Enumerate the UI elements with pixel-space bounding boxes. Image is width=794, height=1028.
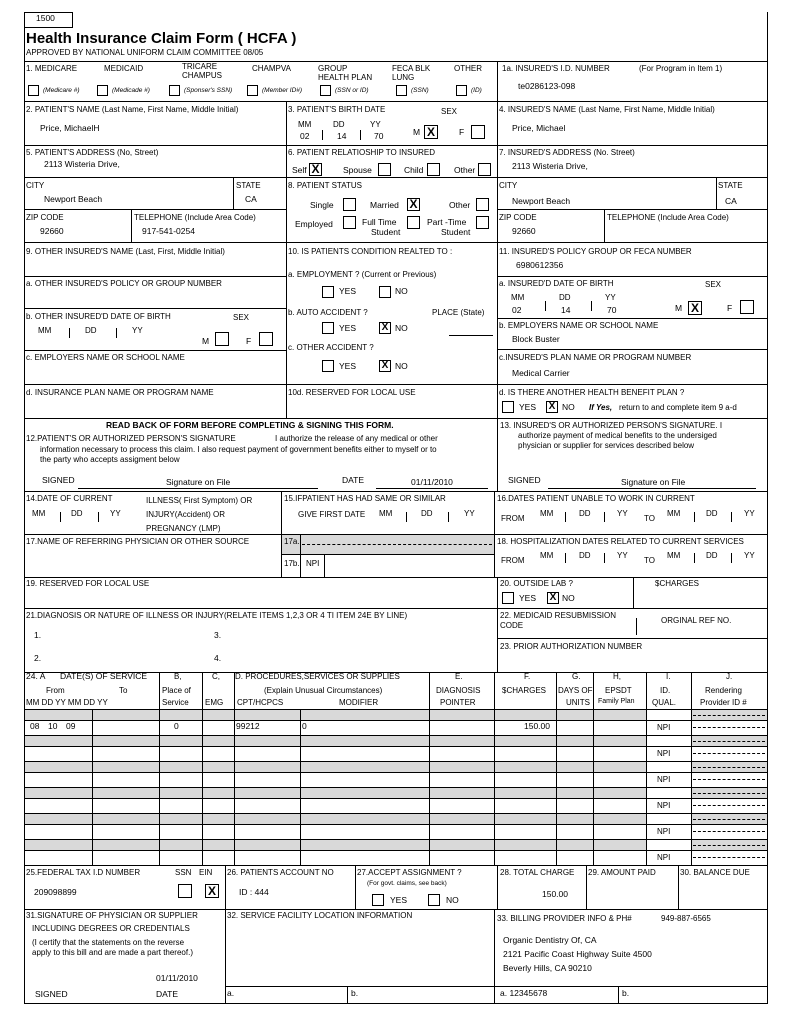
auto-yes-label: YES — [339, 323, 357, 333]
col-modifier-label: MODIFIER — [339, 698, 379, 707]
birth-yy-value[interactable]: 70 — [374, 131, 384, 141]
birth-dd-value[interactable]: 14 — [337, 131, 347, 141]
physician-signature-label: 31.SIGNATURE OF PHYSICIAN OR SUPPLIER — [26, 911, 198, 920]
diagnosis-1-label: 1. — [34, 630, 42, 640]
patient-account-value[interactable]: ID : 444 — [239, 887, 269, 897]
employment-label: a. EMPLOYMENT ? (Current or Previous) — [288, 270, 437, 279]
medicare-label: 1. MEDICARE — [26, 64, 78, 73]
reserved-local-label: 10d. RESERVED FOR LOCAL USE — [288, 388, 416, 397]
col-id-label: ID. — [660, 686, 671, 695]
full-time-student-label: Student — [371, 227, 401, 237]
champva-label: CHAMPVA — [252, 64, 291, 73]
single-checkbox[interactable] — [343, 198, 356, 211]
insured-dob-dd-label: DD — [559, 293, 571, 302]
part-time-student-label: Student — [441, 227, 471, 237]
col-d-explain-label: (Explain Unusual Circumstances) — [264, 686, 383, 695]
pregnancy-label: PREGNANCY (LMP) — [146, 524, 221, 533]
current-yy-label: YY — [110, 509, 121, 518]
insured-signed-label: SIGNED — [508, 475, 541, 485]
patient-date-label: DATE — [342, 475, 365, 485]
billing-address-value[interactable]: 2121 Pacific Coast Highway Suite 4500 — [503, 949, 652, 959]
another-plan-label: d. IS THERE ANOTHER HEALTH BENEFIT PLAN ? — [499, 388, 685, 397]
champus-label: CHAMPUS — [182, 71, 223, 80]
patient-signed-label: SIGNED — [42, 475, 75, 485]
patient-tel-label: TELEPHONE (Include Area Code) — [134, 213, 256, 222]
facility-a-label: a. — [227, 988, 235, 998]
insured-state-label: STATE — [718, 181, 743, 190]
group-checkbox[interactable] — [320, 85, 331, 96]
insured-id-label: 1a. INSURED'S I.D. NUMBER — [502, 64, 610, 73]
health-plan-label: HEALTH PLAN — [318, 73, 373, 82]
patient-address-label: 5. PATIENT'S ADDRESS (No, Street) — [26, 148, 159, 157]
insured-zip-label: ZIP CODE — [499, 213, 537, 222]
patient-signature-text2: information necessary to process this claim. I also request payment of government benefits either to myself or to — [40, 445, 437, 454]
relationship-label: 6. PATIENT RELATIOSHIP TO INSURED — [288, 148, 435, 157]
other-accident-no-label: NO — [395, 361, 408, 371]
other-female-checkbox[interactable] — [259, 332, 273, 346]
hosp-to-label: TO — [644, 556, 655, 565]
self-label: Self — [292, 165, 307, 175]
hosp-from-yy-label: YY — [617, 551, 628, 560]
insured-signature-text1: authorize payment of medical benefits to the undersiged — [518, 431, 717, 440]
another-plan-no-checkbox[interactable]: X — [546, 401, 558, 413]
insured-employer-label: b. EMPLOYERS NAME OR SCHOOL NAME — [499, 321, 659, 330]
auto-accident-label: b. AUTO ACCIDENT ? — [288, 308, 368, 317]
diagnosis-label: 21.DIAGNOSIS OR NATURE OF ILLNESS OR INJURY(RELATE ITEMS 1,2,3 OR 4 TI ITEM 24E BY LINE) — [26, 611, 408, 620]
col-days-label: DAYS OF — [558, 686, 593, 695]
resubmission-code-label: CODE — [500, 621, 524, 630]
outside-lab-label: 20. OUTSIDE LAB ? — [500, 579, 573, 588]
sponsor-hint: (Sponser's SSN) — [184, 87, 233, 94]
service-line-npi-label: NPI — [657, 775, 671, 784]
col-c-label: C, — [212, 672, 220, 681]
unable-work-label: 16.DATES PATIENT UNABLE TO WORK IN CURRENT — [497, 494, 695, 503]
insured-m-label: M — [675, 303, 683, 313]
total-charge-value[interactable]: 150.00 — [542, 889, 568, 899]
birth-sex-label: SEX — [441, 107, 458, 116]
employment-yes-label: YES — [339, 286, 357, 296]
patient-name-value[interactable]: Price, MichaelH — [40, 123, 100, 133]
insured-employer-value[interactable]: Block Buster — [512, 334, 560, 344]
other-accident-no-checkbox[interactable]: X — [379, 360, 391, 372]
insured-sex-label: SEX — [705, 280, 722, 289]
birth-male-checkbox[interactable]: X — [424, 125, 438, 139]
row1-from-dd[interactable]: 10 — [48, 721, 58, 731]
hosp-to-yy-label: YY — [744, 551, 755, 560]
group-label: GROUP — [318, 64, 348, 73]
employed-checkbox[interactable] — [343, 216, 356, 229]
row1-from-yy[interactable]: 09 — [66, 721, 76, 731]
insured-signature-value[interactable]: Signature on File — [621, 477, 686, 487]
married-label: Married — [370, 200, 399, 210]
col-f-label: F. — [524, 672, 531, 681]
other-rel-checkbox[interactable] — [478, 163, 491, 176]
insured-dob-label: a. INSURED'D DATE OF BIRTH — [499, 279, 614, 288]
unable-to-dd-label: DD — [706, 509, 718, 518]
medicaid-checkbox[interactable] — [97, 85, 108, 96]
service-facility-label: 32. SERVICE FACILITY LOCATION INFORMATION — [227, 911, 413, 920]
accept-yes-checkbox[interactable] — [372, 894, 384, 906]
insured-plan-value[interactable]: Medical Carrier — [512, 368, 570, 378]
part-time-label: Part -Time — [427, 217, 467, 227]
patient-account-label: 26. PATIENTS ACCOUNT NO — [227, 868, 334, 877]
tax-id-value[interactable]: 209098899 — [34, 887, 77, 897]
other-rel-label: Other — [454, 165, 476, 175]
insured-address-value[interactable]: 2113 Wisteria Drive, — [512, 161, 588, 171]
same-mm-label: MM — [379, 509, 393, 518]
unable-from-mm-label: MM — [540, 509, 554, 518]
medicare-checkbox[interactable] — [28, 85, 39, 96]
insured-dob-mm-label: MM — [511, 293, 525, 302]
physician-certify-text2: apply to this bill and are made a part thereof.) — [32, 948, 193, 957]
physician-certify-text1: (I certify that the statements on the reverse — [32, 938, 185, 947]
outside-lab-yes-label: YES — [519, 593, 537, 603]
condition-related-label: 10. IS PATIENTS CONDITION REALTED TO : — [288, 247, 453, 256]
feca-label: FECA BLK — [392, 64, 431, 73]
illness-label: ILLNESS( First Symptom) OR — [146, 496, 253, 505]
insured-zip-value[interactable]: 92660 — [512, 226, 536, 236]
col-family-plan-label: Family Plan — [598, 698, 635, 705]
insured-name-value[interactable]: Price, Michael — [512, 123, 566, 133]
patient-name-label: 2. PATIENT'S NAME (Last Name, First Name, Middle Initial) — [26, 105, 239, 114]
birth-mm-label: MM — [298, 120, 312, 129]
injury-label: INJURY(Accident) OR — [146, 510, 225, 519]
balance-due-label: 30. BALANCE DUE — [680, 868, 750, 877]
insured-address-label: 7. INSURED'S ADDRESS (No. Street) — [499, 148, 635, 157]
service-line-npi-label: NPI — [657, 801, 671, 810]
medicaid-label: MEDICAID — [104, 64, 144, 73]
physician-credentials-label: INCLUDING DEGREES OR CREDENTIALS — [32, 924, 190, 933]
insured-dob-yy-label: YY — [605, 293, 616, 302]
row1-charges[interactable]: 150.00 — [524, 721, 550, 731]
billing-a-value[interactable]: a. 12345678 — [500, 988, 548, 998]
diagnosis-4-label: 4. — [214, 653, 222, 663]
diagnosis-2-label: 2. — [34, 653, 42, 663]
ref-17a-label: 17a. — [284, 537, 300, 546]
auto-yes-checkbox[interactable] — [322, 322, 334, 334]
col-b-label: B, — [174, 672, 182, 681]
col-j-label: J. — [726, 672, 733, 681]
tricare-label: TRICARE — [182, 62, 218, 71]
billing-name-value[interactable]: Organic Dentistry Of, CA — [503, 935, 597, 945]
policy-group-value[interactable]: 6980612356 — [516, 260, 564, 270]
married-checkbox[interactable]: X — [407, 198, 420, 211]
lung-label: LUNG — [392, 73, 415, 82]
child-label: Child — [404, 165, 424, 175]
other-dob-yy-label: YY — [132, 326, 143, 335]
auto-no-label: NO — [395, 323, 408, 333]
current-dd-label: DD — [71, 509, 83, 518]
col-epsdt-label: EPSDT — [605, 686, 632, 695]
feca-checkbox[interactable] — [396, 85, 407, 96]
col-b-service-label: Service — [162, 698, 189, 707]
insured-plan-label: c.INSURED'S PLAN NAME OR PROGRAM NUMBER — [499, 353, 692, 362]
accept-no-label: NO — [446, 895, 459, 905]
single-label: Single — [310, 200, 334, 210]
patient-zip-value[interactable]: 92660 — [40, 226, 64, 236]
tax-ssn-label: SSN — [175, 868, 192, 877]
approved-text: APPROVED BY NATIONAL UNIFORM CLAIM COMMITTEE 08/05 — [26, 48, 264, 57]
claim-form — [24, 12, 768, 1004]
other-insured-name-label: 9. OTHER INSURED'S NAME (Last, First, Middle Initial) — [26, 247, 225, 256]
other-status-label: Other — [449, 200, 471, 210]
billing-b-label: b. — [622, 988, 630, 998]
insured-id-value[interactable]: te0286123-098 — [518, 81, 576, 91]
accept-assignment-label: 27.ACCEPT ASSIGNMENT ? — [357, 868, 462, 877]
hospitalization-label: 18. HOSPITALIZATION DATES RELATED TO CURRENT SERVICES — [497, 537, 744, 546]
hosp-from-label: FROM — [501, 556, 525, 565]
policy-group-label: 11. INSURED'S POLICY GROUP OR FECA NUMBER — [499, 247, 692, 256]
another-plan-yes-label: YES — [519, 402, 537, 412]
col-d-label: D. PROCEDURES,SERVICES OR SUPPLIES — [235, 672, 400, 681]
employment-yes-checkbox[interactable] — [322, 286, 334, 298]
employed-label: Employed — [295, 219, 333, 229]
outside-lab-charges-label: $CHARGES — [655, 579, 700, 588]
ref-npi-label: NPI — [306, 559, 320, 568]
insurance-plan-label: d. INSURANCE PLAN NAME OR PROGRAM NAME — [26, 388, 214, 397]
other-dob-dd-label: DD — [85, 326, 97, 335]
birth-date-label: 3. PATIENT'S BIRTH DATE — [288, 105, 386, 114]
tax-ein-checkbox[interactable]: X — [205, 884, 219, 898]
self-checkbox[interactable]: X — [309, 163, 322, 176]
outside-lab-no-label: NO — [562, 593, 575, 603]
other-checkbox[interactable] — [456, 85, 467, 96]
other-accident-yes-checkbox[interactable] — [322, 360, 334, 372]
patient-signature-text1: I authorize the release of any medical or other — [275, 434, 438, 443]
patient-state-value[interactable]: CA — [245, 194, 257, 204]
unable-to-yy-label: YY — [744, 509, 755, 518]
prior-auth-label: 23. PRIOR AUTHORIZATION NUMBER — [500, 642, 643, 651]
hosp-from-dd-label: DD — [579, 551, 591, 560]
another-plan-yes-checkbox[interactable] — [502, 401, 514, 413]
patient-signature-value[interactable]: Signature on File — [166, 477, 231, 487]
medicaid-resubmission-label: 22. MEDICAID RESUBMISSION — [500, 611, 617, 620]
insured-f-label: F — [727, 303, 733, 313]
other-label: OTHER — [454, 64, 482, 73]
current-mm-label: MM — [32, 509, 46, 518]
unable-to-mm-label: MM — [667, 509, 681, 518]
col-provider-id-label: Provider ID # — [700, 698, 747, 707]
patient-address-value[interactable]: 2113 Wisteria Drive, — [44, 159, 120, 169]
same-illness-label: 15.IFPATIENT HAS HAD SAME OR SIMILAR — [284, 494, 446, 503]
medicaid-hint: (Medicade #) — [112, 87, 150, 94]
referring-physician-label: 17.NAME OF REFERRING PHYSICIAN OR OTHER SOURCE — [26, 537, 250, 546]
other-employer-label: c. EMPLOYERS NAME OR SCHOOL NAME — [26, 353, 185, 362]
insured-male-checkbox[interactable]: X — [688, 301, 702, 315]
col-e-label: E. — [455, 672, 463, 681]
other-accident-label: c. OTHER ACCIDENT ? — [288, 343, 374, 352]
service-line-npi-label: NPI — [657, 827, 671, 836]
insured-signature-label: 13. INSURED'S OR AUTHORIZED PERSON'S SIGNATURE. I — [500, 421, 723, 430]
physician-date-label: DATE — [156, 989, 179, 999]
form-number: 1500 — [36, 13, 55, 23]
accept-no-checkbox[interactable] — [428, 894, 440, 906]
give-first-date-label: GIVE FIRST DATE — [298, 510, 366, 519]
unable-from-dd-label: DD — [579, 509, 591, 518]
tax-ssn-checkbox[interactable] — [178, 884, 192, 898]
insured-dob-mm-value[interactable]: 02 — [512, 305, 522, 315]
row1-from-mm[interactable]: 08 — [30, 721, 40, 731]
birth-m-label: M — [413, 127, 421, 137]
insured-dob-dd-value[interactable]: 14 — [561, 305, 571, 315]
accept-yes-label: YES — [390, 895, 408, 905]
col-g-label: G. — [572, 672, 581, 681]
form-title: Health Insurance Claim Form ( HCFA ) — [26, 30, 297, 47]
diagnosis-3-label: 3. — [214, 630, 222, 640]
col-cpt-label: CPT/HCPCS — [237, 698, 284, 707]
champva-checkbox[interactable] — [247, 85, 258, 96]
col-charges-label: $CHARGES — [502, 686, 547, 695]
other-status-checkbox[interactable] — [476, 198, 489, 211]
other-m-label: M — [202, 336, 210, 346]
other-dob-label: b. OTHER INSURED'D DATE OF BIRTH — [26, 312, 171, 321]
billing-phone-value[interactable]: 949-887-6565 — [661, 914, 711, 923]
outside-lab-no-checkbox[interactable]: X — [547, 592, 559, 604]
row1-modifier[interactable]: 0 — [302, 721, 307, 731]
hosp-to-dd-label: DD — [706, 551, 718, 560]
spouse-checkbox[interactable] — [378, 163, 391, 176]
same-yy-label: YY — [464, 509, 475, 518]
ref-17b-label: 17b. — [284, 559, 300, 568]
insured-id-note: (For Program in Item 1) — [639, 64, 723, 73]
reserved-local-19-label: 19. RESERVED FOR LOCAL USE — [26, 579, 150, 588]
auto-no-checkbox[interactable]: X — [379, 322, 391, 334]
insured-tel-label: TELEPHONE (Include Area Code) — [607, 213, 729, 222]
col-diagnosis-label: DIAGNOSIS — [436, 686, 481, 695]
read-back-notice: READ BACK OF FORM BEFORE COMPLETING & SIGNING THIS FORM. — [106, 420, 394, 430]
unable-to-label: TO — [644, 514, 655, 523]
insured-dob-yy-value[interactable]: 70 — [607, 305, 617, 315]
part-time-checkbox[interactable] — [476, 216, 489, 229]
col-24a-label: 24. A — [26, 671, 46, 681]
birth-yy-label: YY — [370, 120, 381, 129]
insured-city-label: CITY — [499, 181, 518, 190]
employment-no-label: NO — [395, 286, 408, 296]
col-to-label: To — [119, 686, 128, 695]
outside-lab-yes-checkbox[interactable] — [502, 592, 514, 604]
service-line-npi-label: NPI — [657, 749, 671, 758]
patient-state-label: STATE — [236, 181, 261, 190]
birth-female-checkbox[interactable] — [471, 125, 485, 139]
patient-date-value[interactable]: 01/11/2010 — [411, 477, 453, 487]
col-b-place-label: Place of — [162, 686, 191, 695]
unable-from-label: FROM — [501, 514, 525, 523]
other-accident-yes-label: YES — [339, 361, 357, 371]
other-policy-label: a. OTHER INSURED'S POLICY OR GROUP NUMBER — [26, 279, 222, 288]
employment-no-checkbox[interactable] — [379, 286, 391, 298]
row1-place-of-service[interactable]: 0 — [174, 721, 179, 731]
full-time-label: Full Time — [362, 217, 397, 227]
medicare-hint: (Medicare #) — [43, 87, 80, 94]
other-male-checkbox[interactable] — [215, 332, 229, 346]
other-f-label: F — [246, 336, 252, 346]
billing-provider-label: 33. BILLING PROVIDER INFO & PH# — [497, 914, 632, 923]
patient-city-label: CITY — [26, 181, 45, 190]
row1-cpt[interactable]: 99212 — [236, 721, 260, 731]
total-charge-label: 28. TOTAL CHARGE — [500, 868, 575, 877]
billing-city-value[interactable]: Beverly Hills, CA 90210 — [503, 963, 592, 973]
physician-date-value[interactable]: 01/11/2010 — [156, 973, 198, 983]
service-line-npi-label: NPI — [657, 853, 671, 862]
child-checkbox[interactable] — [427, 163, 440, 176]
col-i-label: I. — [666, 672, 671, 681]
tricare-checkbox[interactable] — [169, 85, 180, 96]
spouse-label: Spouse — [343, 165, 372, 175]
another-plan-note-bold: If Yes, — [589, 403, 613, 412]
birth-dd-label: DD — [333, 120, 345, 129]
col-h-label: H, — [613, 672, 621, 681]
place-state-label: PLACE (State) — [432, 308, 485, 317]
insured-signature-text2: physician or supplier for services described below — [518, 441, 695, 450]
amount-paid-label: 29. AMOUNT PAID — [588, 868, 656, 877]
col-units-label: UNITS — [566, 698, 590, 707]
other-dob-mm-label: MM — [38, 326, 52, 335]
patient-tel-value[interactable]: 917-541-0254 — [142, 226, 195, 236]
same-dd-label: DD — [421, 509, 433, 518]
another-plan-no-label: NO — [562, 402, 575, 412]
ssn-id-hint: (SSN or ID) — [335, 87, 369, 94]
birth-f-label: F — [459, 127, 465, 137]
insured-city-value[interactable]: Newport Beach — [512, 196, 571, 206]
insured-female-checkbox[interactable] — [740, 300, 754, 314]
col-qual-label: QUAL. — [652, 698, 677, 707]
col-dates-label: DATE(S) OF SERVICE — [60, 671, 148, 681]
patient-signature-text3: the party who accepts assigment below — [40, 455, 180, 464]
another-plan-note: return to and complete item 9 a-d — [619, 403, 737, 412]
full-time-checkbox[interactable] — [407, 216, 420, 229]
id-hint: (ID) — [471, 87, 482, 94]
tax-ein-label: EIN — [199, 868, 213, 877]
col-pointer-label: POINTER — [440, 698, 476, 707]
date-current-label: 14.DATE OF CURRENT — [26, 494, 113, 503]
birth-mm-value[interactable]: 02 — [300, 131, 310, 141]
other-sex-label: SEX — [233, 313, 250, 322]
hosp-from-mm-label: MM — [540, 551, 554, 560]
patient-signature-label: 12.PATIENT'S OR AUTHORIZED PERSON'S SIGNATURE — [26, 434, 236, 443]
tax-id-label: 25.FEDERAL TAX I.D NUMBER — [26, 868, 141, 877]
ssn-hint: (SSN) — [411, 87, 429, 94]
service-line-npi-label: NPI — [657, 723, 671, 732]
insured-state-value[interactable]: CA — [725, 196, 737, 206]
unable-from-yy-label: YY — [617, 509, 628, 518]
original-ref-label: ORGINAL REF NO. — [661, 616, 732, 625]
col-mmddyy-label: MM DD YY MM DD YY — [26, 698, 108, 707]
patient-zip-label: ZIP CODE — [26, 213, 64, 222]
col-emg-label: EMG — [205, 698, 224, 707]
insured-name-label: 4. INSURED'S NAME (Last Name, First Name, Middle Initial) — [499, 105, 715, 114]
col-from-label: From — [46, 686, 65, 695]
patient-city-value[interactable]: Newport Beach — [44, 194, 103, 204]
accept-assignment-note: (For govt. claims, see back) — [367, 880, 447, 887]
col-rendering-label: Rendering — [705, 686, 742, 695]
facility-b-label: b. — [351, 988, 359, 998]
member-hint: (Member ID#) — [262, 87, 303, 94]
patient-status-label: 8. PATIENT STATUS — [288, 181, 362, 190]
physician-signed-label: SIGNED — [35, 989, 68, 999]
hosp-to-mm-label: MM — [667, 551, 681, 560]
